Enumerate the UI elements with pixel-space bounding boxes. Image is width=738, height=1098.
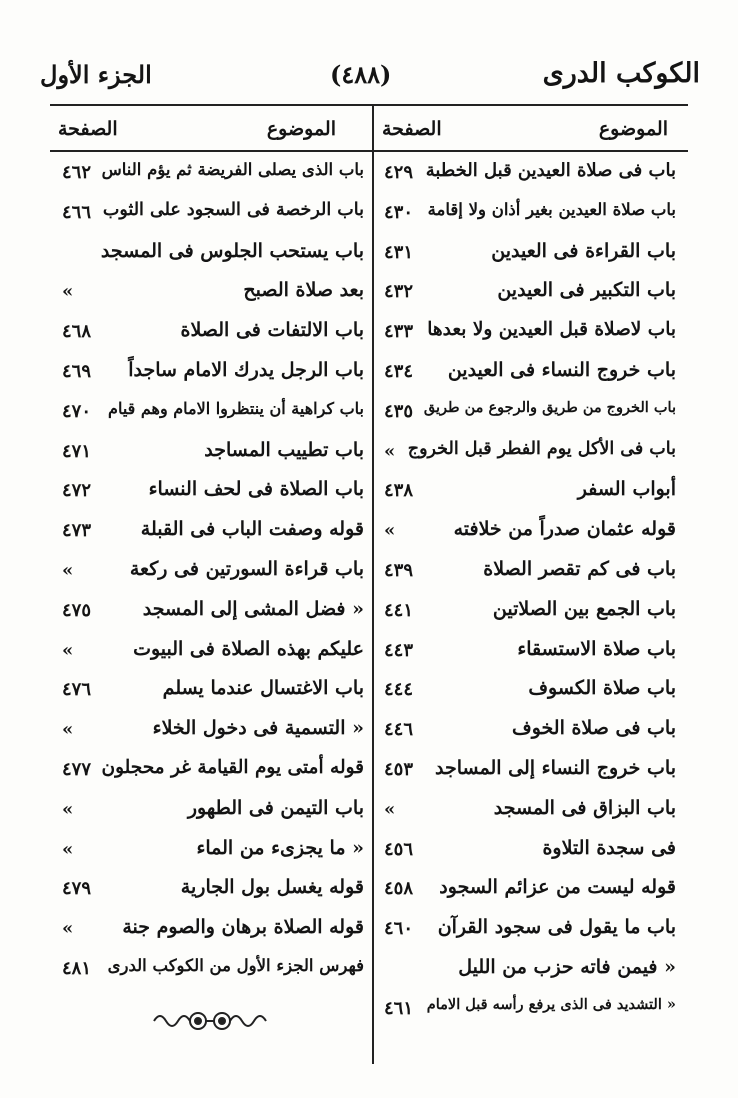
- index-entry: [384, 154, 676, 194]
- entry-page: ٤٧٦: [62, 679, 92, 701]
- entry-page: ٤٧٠: [62, 400, 92, 422]
- entry-page: »: [384, 520, 396, 542]
- entry-topic: بعد صلاة الصبح: [243, 279, 364, 302]
- page-header: [40, 52, 700, 100]
- entry-topic: باب الرجل يدرك الامام ساجداً: [128, 358, 364, 381]
- left-column-header: [56, 112, 362, 148]
- index-entry: [384, 273, 676, 313]
- index-entry: [384, 393, 676, 433]
- entry-topic: باب فى صلاة الخوف: [512, 717, 676, 740]
- entry-page: »: [62, 559, 74, 581]
- index-entry: [384, 831, 676, 871]
- index-entry: [62, 632, 364, 672]
- topic-header: الموضوع: [266, 118, 336, 140]
- entry-topic: باب الجمع بين الصلاتين: [492, 597, 676, 620]
- entry-page: »: [384, 440, 396, 462]
- index-entry: [62, 512, 364, 552]
- entry-page: ٤٣١: [384, 241, 414, 263]
- entry-topic: باب الاغتسال عندما يسلم: [162, 677, 364, 700]
- entry-topic: « التشديد فى الذى يرفع رأسه قبل الامام: [426, 995, 676, 1013]
- entry-topic: باب لاصلاة قبل العيدين ولا بعدها: [427, 319, 676, 341]
- entry-topic: قوله وصفت الباب فى القبلة: [140, 518, 364, 541]
- book-title: الكوكب الدرى: [542, 58, 700, 89]
- entry-topic: أبواب السفر: [577, 478, 676, 501]
- entry-page: »: [62, 281, 74, 303]
- entry-page: ٤٣٨: [384, 480, 414, 502]
- entry-page: ٤٥٨: [384, 878, 414, 900]
- page-number: (٤٨٨): [330, 60, 392, 89]
- index-entry: [62, 831, 364, 871]
- index-entry: [62, 273, 364, 313]
- page-header-label: الصفحة: [382, 118, 442, 140]
- index-entry: [62, 433, 364, 473]
- entry-topic: باب القراءة فى العيدين: [491, 239, 676, 262]
- entry-topic: باب خروج النساء فى العيدين: [447, 358, 676, 381]
- entry-page: ٤٣٣: [384, 321, 414, 343]
- index-entry: [384, 194, 676, 234]
- entry-topic: باب ما يقول فى سجود القرآن: [437, 916, 676, 939]
- entry-topic: باب فى كم تقصر الصلاة: [483, 557, 676, 580]
- index-entry: [384, 632, 676, 672]
- index-entry: [384, 910, 676, 950]
- entry-page: ٤٤٤: [384, 679, 414, 701]
- entry-page: ٤٧٩: [62, 878, 92, 900]
- entry-page: »: [62, 918, 74, 940]
- index-entry: [62, 791, 364, 831]
- entry-page: ٤٥٦: [384, 838, 414, 860]
- index-entry: [62, 552, 364, 592]
- entry-page: ٤٤٦: [384, 719, 414, 741]
- entry-page: ٤٤١: [384, 599, 414, 621]
- index-entry: [62, 711, 364, 751]
- index-entry: [384, 512, 676, 552]
- header-rule: [50, 150, 688, 152]
- index-entry: [62, 592, 364, 632]
- page-header-label: الصفحة: [58, 118, 118, 140]
- entry-topic: قوله أمتى يوم القيامة غر محجلون: [101, 756, 364, 778]
- top-rule: [50, 104, 688, 106]
- left-column-entries: [62, 154, 364, 990]
- entry-topic: باب فى الأكل يوم الفطر قبل الخروج: [407, 438, 676, 459]
- index-entry: [62, 870, 364, 910]
- entry-topic: قوله يغسل بول الجارية: [180, 876, 364, 899]
- index-entry: [62, 154, 364, 194]
- entry-topic: فى سجدة التلاوة: [542, 836, 676, 859]
- entry-page: ٤٦٢: [62, 162, 92, 183]
- entry-topic: باب الالتفات فى الصلاة: [180, 319, 364, 342]
- entry-page: ٤٣٩: [384, 559, 414, 581]
- entry-page: »: [62, 838, 74, 860]
- entry-page: ٤٢٩: [384, 162, 414, 183]
- entry-topic: باب الخروج من طريق والرجوع من طريق: [423, 398, 676, 416]
- right-column-entries: [384, 154, 676, 1030]
- entry-topic: باب التكبير فى العيدين: [497, 279, 676, 302]
- entry-page: ٤٧١: [62, 440, 92, 462]
- index-entry: [384, 950, 676, 990]
- index-entry: [384, 313, 676, 353]
- entry-topic: قوله ليست من عزائم السجود: [439, 876, 676, 899]
- entry-topic: باب البزاق فى المسجد: [493, 796, 676, 819]
- index-entry: [62, 353, 364, 393]
- entry-topic: باب تطييب المساجد: [204, 438, 364, 461]
- entry-topic: قوله الصلاة برهان والصوم جنة: [122, 916, 364, 939]
- entry-topic: باب الذى يصلى الفريضة ثم يؤم الناس: [101, 160, 364, 179]
- entry-topic: عليكم بهذه الصلاة فى البيوت: [133, 637, 364, 660]
- index-entry: [62, 234, 364, 274]
- entry-page: ٤٣٢: [384, 281, 414, 303]
- entry-page: ٤٦٩: [62, 360, 92, 382]
- entry-page: ٤٨١: [62, 957, 92, 979]
- entry-topic: باب يستحب الجلوس فى المسجد: [100, 239, 364, 262]
- entry-page: ٤٧٥: [62, 599, 92, 621]
- entry-page: ٤٦٦: [62, 201, 92, 223]
- index-entry: [62, 950, 364, 990]
- entry-page: ٤٣٠: [384, 201, 414, 223]
- entry-page: ٤٧٣: [62, 520, 92, 542]
- right-column-header: [378, 112, 678, 148]
- entry-topic: باب قراءة السورتين فى ركعة: [129, 557, 364, 580]
- index-entry: [62, 472, 364, 512]
- entry-topic: « فضل المشى إلى المسجد: [142, 597, 364, 620]
- entry-topic: فهرس الجزء الأول من الكوكب الدرى: [107, 955, 364, 975]
- entry-page: »: [62, 639, 74, 661]
- index-entry: [384, 671, 676, 711]
- entry-page: »: [62, 798, 74, 820]
- entry-page: ٤٤٣: [384, 639, 414, 661]
- index-entry: [62, 393, 364, 433]
- entry-topic: باب الصلاة فى لحف النساء: [148, 478, 364, 501]
- index-entry: [384, 711, 676, 751]
- entry-page: ٤٧٧: [62, 758, 92, 780]
- entry-topic: باب الرخصة فى السجود على الثوب: [102, 199, 364, 220]
- entry-page: »: [62, 719, 74, 741]
- entry-page: ٤٥٣: [384, 758, 414, 780]
- column-divider: [372, 104, 374, 1064]
- volume-label: الجزء الأول: [40, 60, 152, 89]
- index-entry: [62, 194, 364, 234]
- entry-page: »: [384, 798, 396, 820]
- entry-page: ٤٧٢: [62, 480, 92, 502]
- index-entry: [384, 234, 676, 274]
- index-entry: [384, 353, 676, 393]
- index-entry: [62, 910, 364, 950]
- entry-topic: « التسمية فى دخول الخلاء: [152, 717, 364, 740]
- index-entry: [384, 433, 676, 473]
- entry-page: ٤٦١: [384, 997, 414, 1019]
- index-entry: [62, 671, 364, 711]
- entry-page: ٤٣٥: [384, 400, 414, 422]
- index-entry: [384, 870, 676, 910]
- index-entry: [62, 313, 364, 353]
- entry-topic: « فيمن فاته حزب من الليل: [458, 955, 676, 978]
- entry-topic: باب كراهية أن ينتظروا الامام وهم قيام: [108, 398, 364, 418]
- ornament-icon: [150, 1006, 270, 1036]
- topic-header: الموضوع: [598, 118, 668, 140]
- index-entry: [384, 751, 676, 791]
- index-entry: [62, 751, 364, 791]
- entry-topic: باب التيمن فى الطهور: [187, 796, 364, 819]
- index-entry: [384, 592, 676, 632]
- index-entry: [384, 552, 676, 592]
- entry-topic: باب صلاة العيدين بغير أذان ولا إقامة: [427, 199, 676, 219]
- index-entry: [384, 990, 676, 1030]
- index-entry: [384, 791, 676, 831]
- entry-page: ٤٣٤: [384, 360, 414, 382]
- entry-topic: قوله عثمان صدراً من خلافته: [453, 518, 676, 541]
- entry-topic: باب صلاة الكسوف: [528, 677, 676, 700]
- entry-topic: « ما يجزىء من الماء: [196, 836, 364, 859]
- entry-page: ٤٦٠: [384, 918, 414, 940]
- entry-page: ٤٦٨: [62, 321, 92, 343]
- entry-topic: باب خروج النساء إلى المساجد: [435, 756, 676, 779]
- entry-topic: باب صلاة الاستسقاء: [517, 637, 676, 660]
- index-entry: [384, 472, 676, 512]
- entry-topic: باب فى صلاة العيدين قبل الخطبة: [425, 160, 676, 181]
